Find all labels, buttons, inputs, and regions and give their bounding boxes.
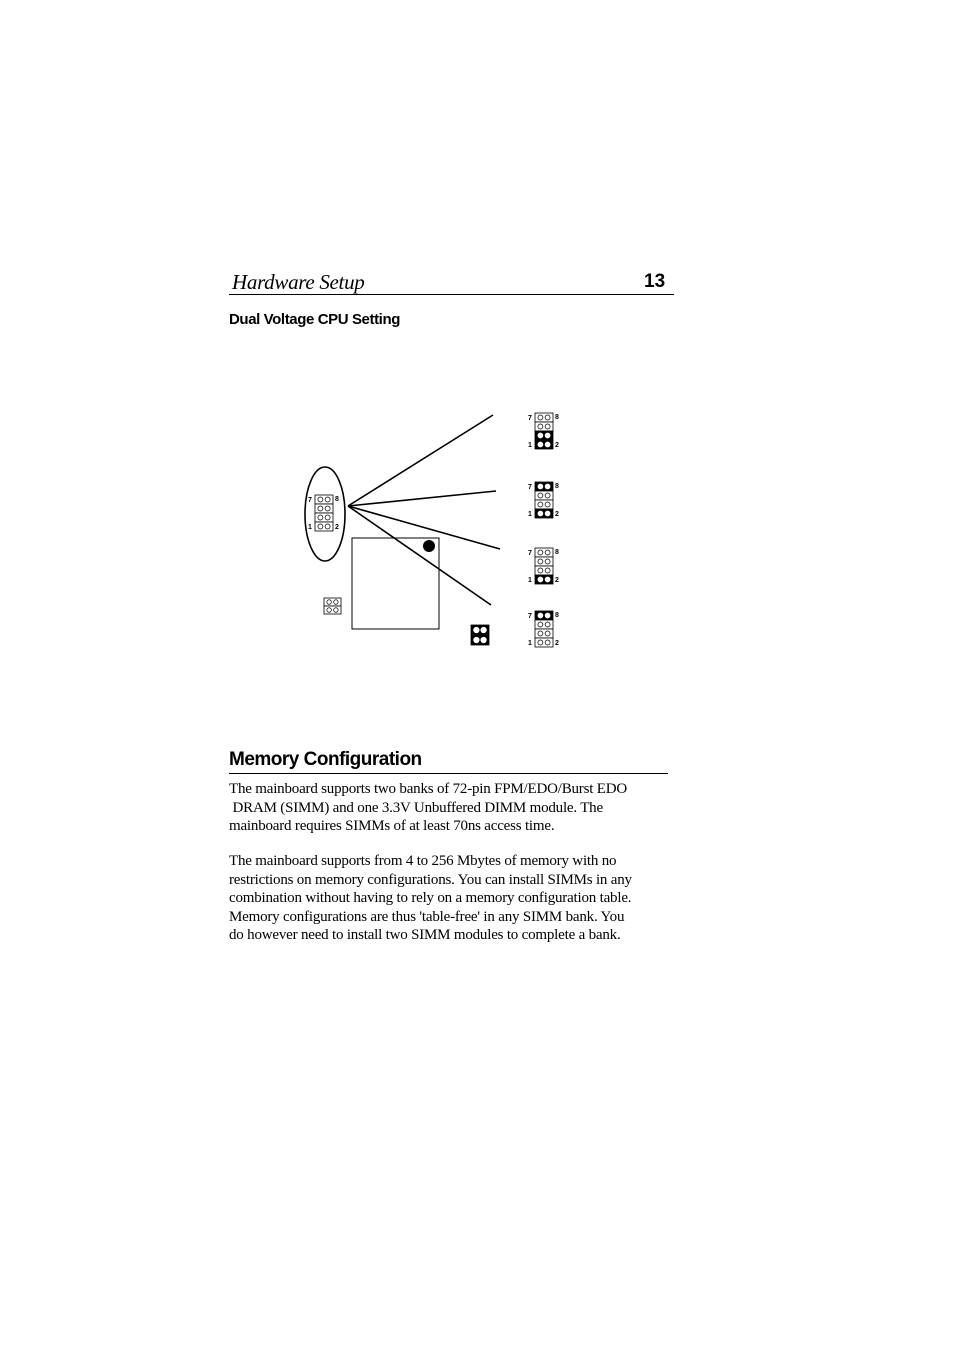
pin — [538, 442, 543, 447]
pin-label: 2 — [555, 577, 559, 584]
pin-label: 7 — [528, 613, 532, 620]
pin — [545, 484, 550, 489]
pin-label: 2 — [555, 442, 559, 449]
memory-paragraph-1 — [229, 780, 689, 836]
pin-label: 2 — [555, 640, 559, 647]
pin-label: 8 — [555, 612, 559, 619]
pin — [538, 613, 543, 618]
pin-label: 1 — [528, 511, 532, 518]
pin-label: 8 — [555, 414, 559, 421]
pin — [545, 577, 550, 582]
pin1-dot — [423, 540, 435, 552]
pin-label: 8 — [555, 483, 559, 490]
pin-label: 7 — [308, 497, 312, 504]
pin — [538, 433, 543, 438]
running-header-title: Hardware Setup — [232, 270, 365, 294]
pin-label: 8 — [335, 496, 339, 503]
paragraph-line: The mainboard supports from 4 to 256 Mbytes of memory with no — [229, 853, 617, 869]
section-rule — [229, 773, 668, 774]
pin — [474, 627, 480, 633]
pin — [538, 484, 543, 489]
memory-paragraph-2 — [229, 852, 689, 945]
pin-label: 1 — [308, 524, 312, 531]
jumper-diagram-svg — [300, 405, 580, 660]
paragraph-line: restrictions on memory configurations. You can install SIMMs in any — [229, 871, 632, 888]
pin-label: 2 — [555, 511, 559, 518]
pin — [545, 511, 550, 516]
pin-label: 2 — [335, 524, 339, 531]
callout-line — [348, 506, 491, 605]
cpu-socket — [352, 538, 439, 629]
memory-configuration-heading: Memory Configuration — [229, 749, 422, 770]
pin-label: 7 — [528, 550, 532, 557]
pin — [545, 433, 550, 438]
pin-label: 7 — [528, 415, 532, 422]
pin-label: 1 — [528, 640, 532, 647]
paragraph-line: mainboard requires SIMMs of at least 70ns access time. — [229, 818, 555, 834]
pin-label: 7 — [528, 484, 532, 491]
jumper-diagram — [300, 405, 580, 660]
dual-voltage-heading: Dual Voltage CPU Setting — [229, 311, 400, 328]
pin-label: 1 — [528, 442, 532, 449]
header-rule — [229, 294, 674, 295]
callout-line — [348, 506, 500, 549]
pin — [545, 613, 550, 618]
callout-line — [348, 415, 493, 506]
page-number: 13 — [644, 271, 666, 292]
paragraph-line: do however need to install two SIMM modules to complete a bank. — [229, 927, 621, 943]
paragraph-line: The mainboard supports two banks of 72-pin FPM/EDO/Burst EDO — [229, 781, 627, 797]
pin — [538, 511, 543, 516]
paragraph-line: combination without having to rely on a memory configuration table. — [229, 890, 632, 906]
pin-label: 8 — [555, 549, 559, 556]
pin — [481, 627, 487, 633]
pin — [474, 637, 480, 643]
pin — [545, 442, 550, 447]
paragraph-line: Memory configurations are thus 'table-free' in any SIMM bank. You — [229, 908, 625, 925]
pin — [538, 577, 543, 582]
callout-line — [348, 491, 496, 506]
pin-label: 1 — [528, 577, 532, 584]
paragraph-line: DRAM (SIMM) and one 3.3V Unbuffered DIMM module. The — [229, 799, 603, 816]
pin — [481, 637, 487, 643]
